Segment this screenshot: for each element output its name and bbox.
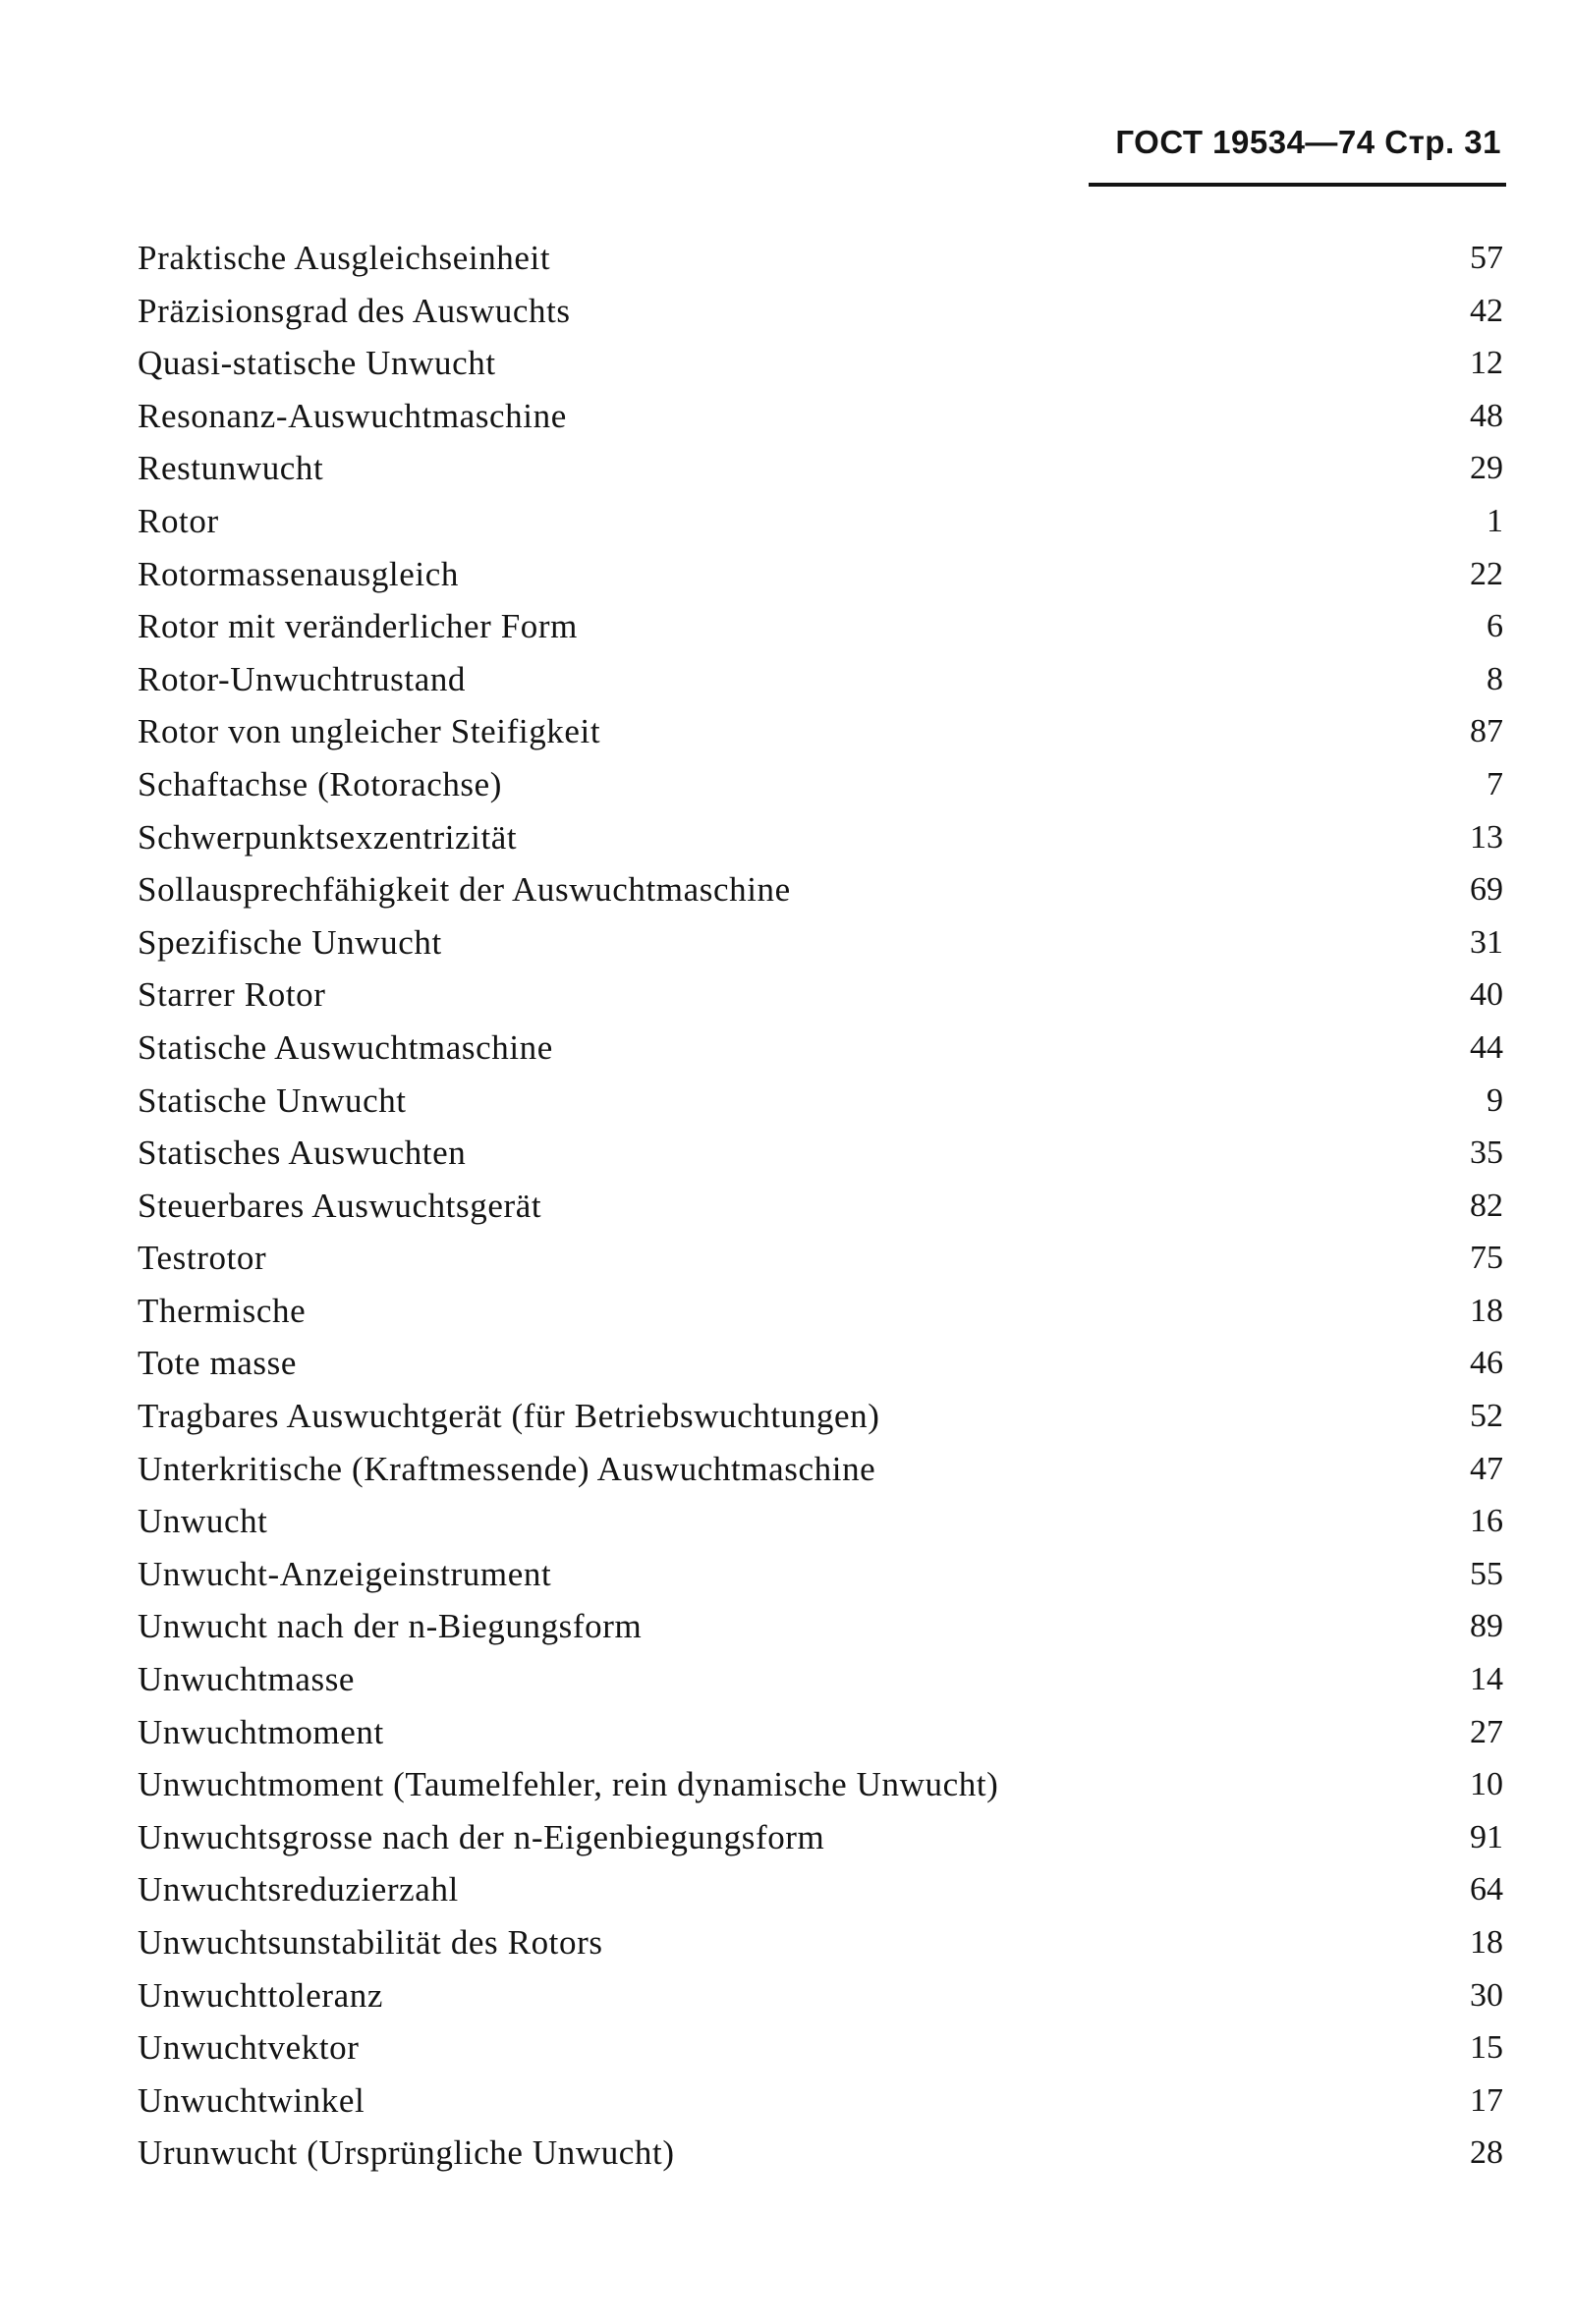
entry-number: 12 [1470,345,1503,382]
entry-term: Praktische Ausgleichseinheit [138,239,551,277]
index-entry [128,968,1503,1022]
index-entry [128,600,1503,653]
entry-number: 52 [1470,1398,1503,1435]
entry-number: 47 [1470,1450,1503,1487]
entry-term: Restunwucht [138,449,324,488]
entry-number: 30 [1470,1976,1503,2014]
index-entry [128,2127,1503,2180]
entry-number: 44 [1470,1028,1503,1066]
entry-number: 8 [1487,660,1503,697]
index-entry [128,1022,1503,1075]
entry-number: 40 [1470,976,1503,1014]
index-entry [128,337,1503,390]
index-entry [128,916,1503,969]
entry-term: Spezifische Unwucht [138,922,442,962]
index-entry [128,1758,1503,1811]
index-entry [128,1285,1503,1338]
entry-number: 82 [1470,1187,1503,1224]
entry-term: Quasi-statische Unwucht [138,344,496,383]
header-title: ГОСТ 19534—74 Стр. 31 [1115,124,1501,160]
index-entry [128,1916,1503,1969]
entry-term: Testrotor [138,1239,267,1278]
index-entry [128,1969,1503,2022]
entry-term: Unwucht-Anzeigeinstrument [138,1554,552,1593]
entry-term: Unterkritische (Kraftmessende) Auswuchtmaschine [138,1449,876,1488]
entry-number: 75 [1470,1240,1503,1277]
entry-number: 18 [1470,1292,1503,1329]
entry-number: 69 [1470,871,1503,909]
index-entry [128,495,1503,548]
entry-number: 46 [1470,1345,1503,1382]
entry-term: Rotor von ungleicher Steifigkeit [138,712,601,751]
entry-term: Starrer Rotor [138,975,326,1015]
entry-number: 7 [1487,765,1503,802]
index-entry [128,1495,1503,1548]
entry-number: 13 [1470,818,1503,856]
header-rule [1089,183,1506,187]
entry-term: Rotormassenausgleich [138,554,459,593]
entry-term: Urunwucht (Ursprüngliche Unwucht) [138,2133,675,2173]
entry-term: Statische Unwucht [138,1080,407,1120]
entry-term: Unwuchttoleranz [138,1975,384,2015]
entry-number: 31 [1470,923,1503,961]
entry-number: 10 [1470,1766,1503,1803]
index-entry [128,705,1503,758]
index-entry [128,863,1503,916]
index-entry [128,653,1503,706]
entry-number: 6 [1487,608,1503,645]
entry-term: Unwuchtmasse [138,1660,356,1699]
entry-term: Thermische [138,1291,307,1330]
entry-number: 22 [1470,555,1503,592]
entry-number: 91 [1470,1818,1503,1855]
page-header [982,124,1501,181]
entry-term: Rotor-Unwuchtrustand [138,659,467,698]
index-entry [128,2075,1503,2128]
index-entry [128,1337,1503,1390]
entry-number: 35 [1470,1134,1503,1172]
index-entry [128,2021,1503,2075]
entry-term: Unwucht nach der n-Biegungsform [138,1607,643,1646]
index-list [128,232,1503,2180]
index-entry [128,811,1503,864]
entry-term: Unwuchtwinkel [138,2080,365,2120]
entry-term: Unwuchtsreduzierzahl [138,1870,459,1909]
index-entry [128,1232,1503,1285]
entry-term: Rotor mit veränderlicher Form [138,607,578,646]
index-entry [128,758,1503,811]
entry-term: Unwuchtsgrosse nach der n-Eigenbiegungsform [138,1817,825,1856]
entry-number: 55 [1470,1555,1503,1592]
entry-number: 1 [1487,502,1503,539]
entry-term: Unwuchtsunstabilität des Rotors [138,1923,603,1962]
entry-term: Tote masse [138,1344,297,1383]
entry-number: 18 [1470,1924,1503,1961]
index-entry [128,1863,1503,1916]
entry-term: Tragbares Auswuchtgerät (für Betriebswuchtungen) [138,1397,880,1436]
entry-term: Schwerpunktsexzentrizität [138,817,518,857]
entry-number: 57 [1470,240,1503,276]
entry-number: 64 [1470,1871,1503,1909]
index-entry [128,1180,1503,1233]
entry-number: 48 [1470,397,1503,434]
entry-term: Unwuchtmoment (Taumelfehler, rein dynamische Unwucht) [138,1765,999,1804]
index-entry [128,442,1503,495]
entry-term: Statische Auswuchtmaschine [138,1027,553,1067]
index-entry [128,1127,1503,1180]
entry-number: 29 [1470,450,1503,487]
entry-number: 16 [1470,1503,1503,1540]
entry-term: Resonanz-Auswuchtmaschine [138,396,567,435]
entry-number: 89 [1470,1608,1503,1645]
entry-term: Unwuchtvektor [138,2028,360,2068]
entry-number: 14 [1470,1661,1503,1698]
index-entry [128,1811,1503,1864]
entry-number: 15 [1470,2029,1503,2067]
entry-term: Rotor [138,501,219,540]
entry-term: Statisches Auswuchten [138,1134,467,1173]
index-entry [128,1600,1503,1653]
index-entry [128,1548,1503,1601]
index-entry [128,1075,1503,1128]
entry-term: Unwucht [138,1502,268,1541]
index-entry [128,1443,1503,1496]
index-entry [128,1653,1503,1706]
entry-number: 87 [1470,713,1503,750]
entry-number: 27 [1470,1713,1503,1750]
index-entry [128,232,1503,285]
index-entry [128,1390,1503,1443]
index-entry [128,390,1503,443]
entry-number: 9 [1487,1081,1503,1119]
index-entry [128,548,1503,601]
index-entry [128,285,1503,338]
entry-number: 28 [1470,2134,1503,2172]
entry-number: 17 [1470,2081,1503,2119]
index-entry [128,1706,1503,1759]
entry-term: Steuerbares Auswuchtsgerät [138,1186,542,1225]
entry-term: Sollausprechfähigkeit der Auswuchtmaschine [138,870,791,910]
entry-term: Schaftachse (Rotorachse) [138,764,503,803]
entry-number: 42 [1470,292,1503,329]
entry-term: Präzisionsgrad des Auswuchts [138,291,571,330]
entry-term: Unwuchtmoment [138,1712,384,1751]
